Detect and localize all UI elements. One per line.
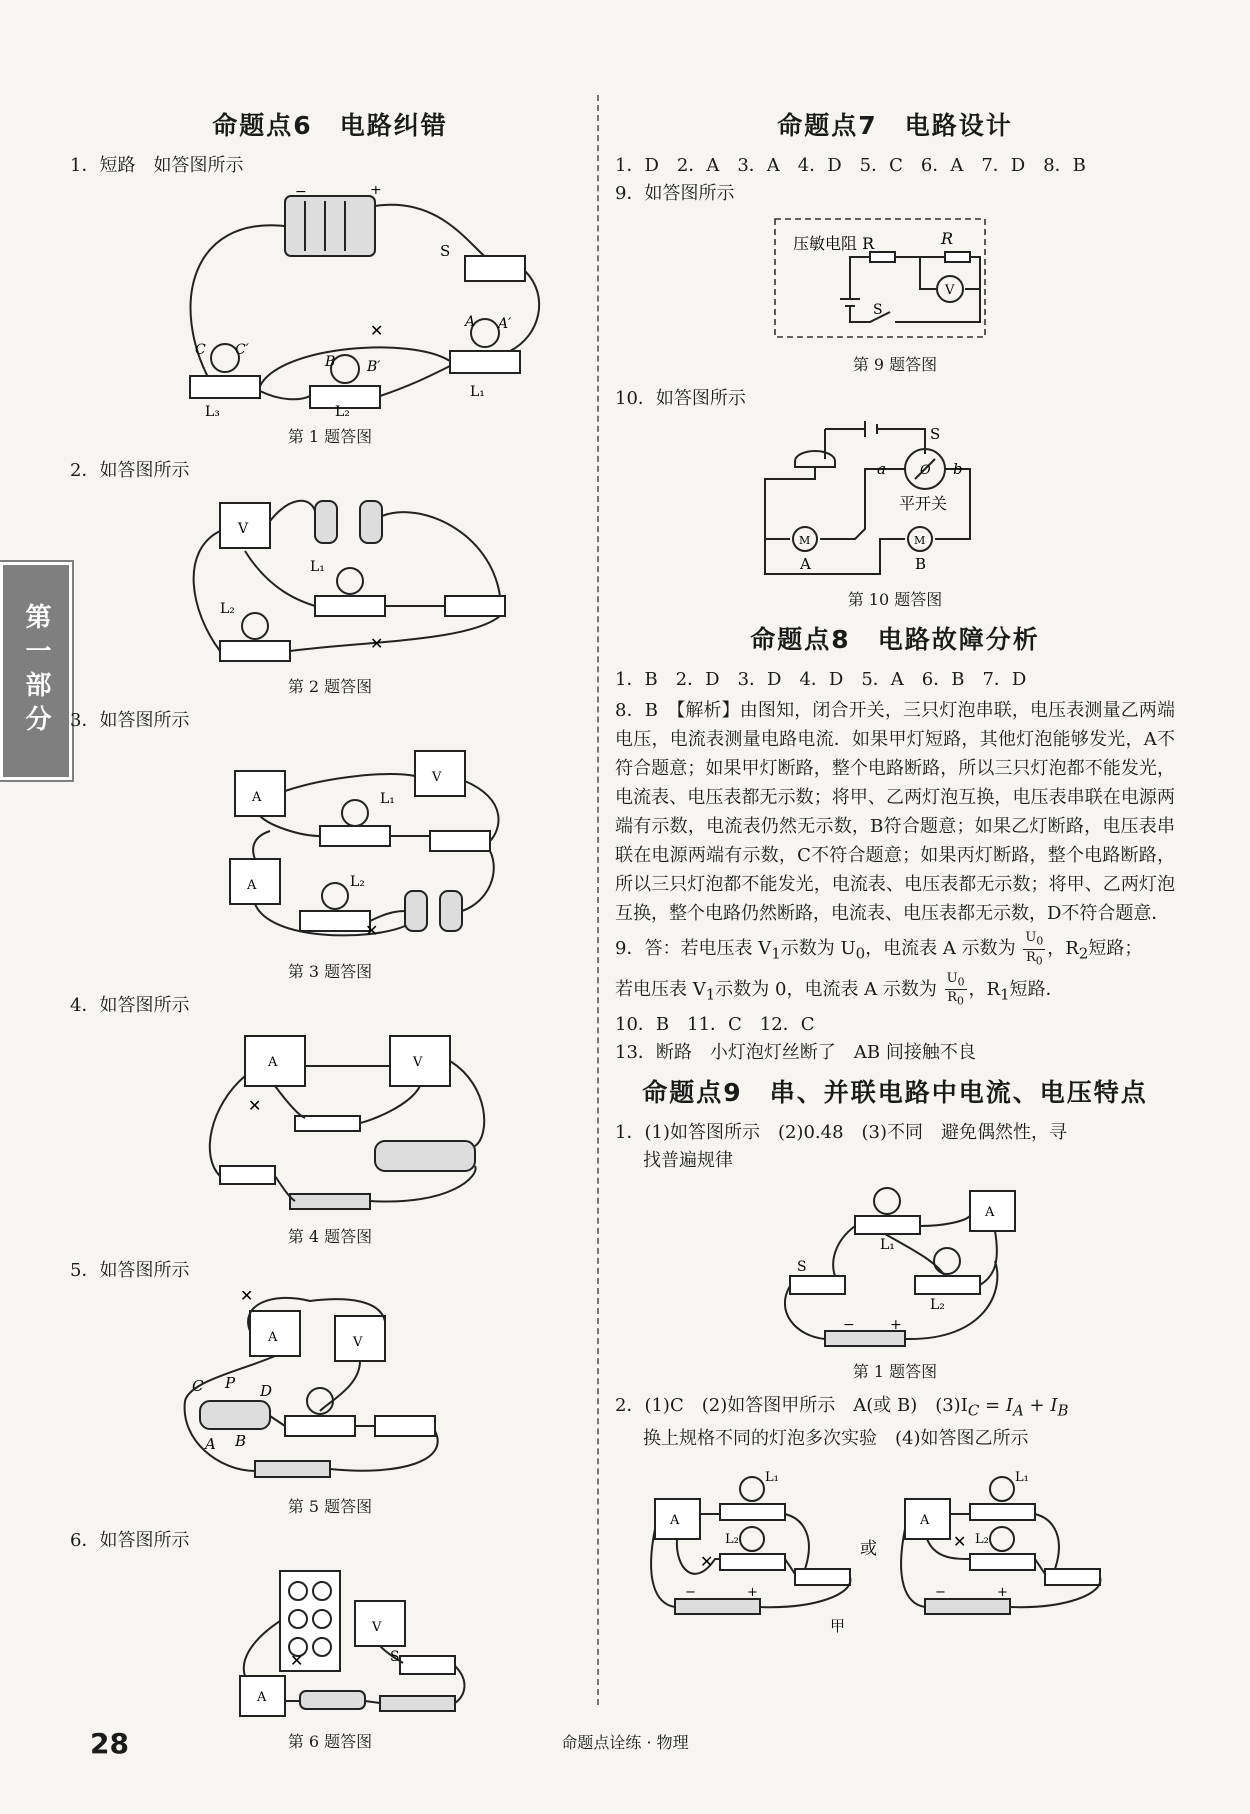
svg-text:L₂: L₂ [350, 874, 365, 890]
side-tab-part-one: 第一部分 [0, 562, 72, 780]
svg-text:L₁: L₁ [380, 791, 395, 807]
s9-q2-line2: 换上规格不同的灯泡多次实验 (4)如答图乙所示 [643, 1427, 1029, 1449]
svg-text:L₁: L₁ [470, 384, 485, 400]
svg-text:B: B [235, 1432, 247, 1450]
svg-text:✕: ✕ [953, 1531, 967, 1551]
svg-text:A: A [268, 1055, 278, 1070]
q6-6-answer: 6．如答图所示 [70, 1530, 190, 1551]
svg-text:V: V [353, 1335, 363, 1350]
s8-answers: 1．B 2．D 3．D 4．D 5．A 6．B 7．D [615, 669, 1027, 690]
svg-text:C′: C′ [235, 342, 249, 358]
svg-text:✕: ✕ [240, 1291, 254, 1305]
figure-s7-q10 [615, 419, 1175, 583]
section-title-7: 命题点7 电路设计 [777, 111, 1013, 140]
caption-q5: 第 5 题答图 [287, 1497, 373, 1516]
svg-text:C: C [192, 1377, 204, 1395]
svg-text:A: A [465, 314, 476, 330]
svg-text:L₂: L₂ [220, 601, 235, 617]
svg-text:A′: A′ [498, 316, 512, 332]
svg-text:L₃: L₃ [205, 404, 220, 416]
svg-text:b: b [953, 460, 963, 478]
svg-text:S: S [797, 1259, 807, 1276]
svg-text:B: B [325, 354, 336, 370]
svg-text:V: V [432, 770, 442, 785]
s7-answers: 1．D 2．A 3．A 4．D 5．C 6．A 7．D 8．B [615, 155, 1086, 176]
svg-text:S: S [930, 425, 941, 443]
svg-text:S: S [390, 1649, 400, 1665]
section-title-6: 命题点6 电路纠错 [212, 111, 448, 140]
label-flat-switch: 平开关 [899, 494, 948, 513]
figure-s9-q1 [615, 1181, 1175, 1355]
q6-1-answer: 1．短路 如答图所示 [70, 155, 244, 176]
q6-3-answer: 3．如答图所示 [70, 710, 190, 731]
s8-q9-line2: 若电压表 $V_1$示数为 0，电流表 A 示数为 $\frac{U_0}{R_0}$ ，$R_1$短路． [615, 970, 1064, 1008]
figure-q6 [70, 1561, 590, 1725]
svg-text:L₂: L₂ [335, 404, 350, 416]
svg-text:A: A [247, 878, 257, 893]
s7-q10: 10．如答图所示 [615, 388, 746, 409]
svg-text:+: + [747, 1584, 758, 1600]
svg-text:−: − [685, 1584, 696, 1600]
svg-text:A: A [800, 555, 811, 573]
figure-q3 [70, 741, 590, 955]
caption-q6: 第 6 题答图 [287, 1732, 373, 1751]
figure-q4 [70, 1026, 590, 1220]
svg-text:A: A [985, 1205, 995, 1221]
caption-s9-q1: 第 1 题答图 [852, 1362, 938, 1382]
svg-text:−: − [295, 186, 307, 200]
s8-q13: 13．断路 小灯泡灯丝断了 AB 间接触不良 [615, 1042, 976, 1064]
svg-text:A: A [252, 790, 262, 805]
label-r0: R [941, 229, 954, 248]
svg-text:M: M [799, 534, 811, 547]
page-number: 28 [90, 1727, 129, 1760]
svg-text:L₁: L₁ [765, 1469, 779, 1485]
svg-text:a: a [877, 460, 886, 478]
svg-text:✕: ✕ [248, 1096, 262, 1115]
svg-text:A: A [268, 1330, 278, 1345]
figure-s7-q9 [615, 214, 1175, 348]
section-title-8: 命题点8 电路故障分析 [750, 625, 1040, 654]
figure-s9-q2 [615, 1459, 1175, 1638]
s7-q9: 9．如答图所示 [615, 183, 735, 204]
figure-q5 [70, 1291, 590, 1490]
svg-text:S: S [873, 302, 883, 318]
left-column [70, 100, 590, 1762]
svg-text:−: − [935, 1584, 946, 1600]
column-divider [597, 95, 599, 1705]
svg-text:L₂: L₂ [975, 1531, 989, 1547]
caption-s7-q9: 第 9 题答图 [852, 355, 938, 374]
svg-text:L₁: L₁ [880, 1237, 895, 1254]
svg-text:P: P [225, 1374, 236, 1392]
svg-text:+: + [890, 1317, 902, 1334]
s8-q9-line1: 9．答：若电压表 $V_1$示数为 $U_0$，电流表 A 示数为 $\frac{U_0}{R_0}$ ，$R_2$短路； [615, 930, 1143, 968]
label-pressure-resistor: 压敏电阻 R [793, 234, 875, 253]
svg-text:A: A [920, 1512, 930, 1528]
label-or: 或 [860, 1538, 877, 1559]
caption-q2: 第 2 题答图 [287, 677, 373, 696]
svg-text:✕: ✕ [700, 1551, 714, 1571]
svg-text:✕: ✕ [370, 634, 384, 653]
svg-text:A: A [205, 1435, 216, 1453]
svg-text:L₁: L₁ [310, 559, 325, 575]
svg-text:L₂: L₂ [725, 1531, 739, 1547]
svg-text:A: A [670, 1512, 680, 1528]
figure-q2 [70, 491, 590, 670]
svg-text:✕: ✕ [290, 1651, 304, 1670]
svg-text:D: D [260, 1382, 273, 1400]
caption-q4: 第 4 题答图 [287, 1227, 373, 1246]
svg-text:+: + [997, 1584, 1008, 1600]
svg-text:−: − [843, 1317, 855, 1334]
svg-text:M: M [914, 534, 926, 547]
caption-q1: 第 1 题答图 [287, 427, 373, 446]
q6-4-answer: 4．如答图所示 [70, 995, 190, 1016]
right-column [615, 100, 1175, 1642]
caption-s7-q10: 第 10 题答图 [847, 590, 943, 609]
footer-book-title: 命题点诠练 · 物理 [561, 1733, 689, 1752]
svg-text:V: V [238, 521, 249, 537]
svg-text:C: C [195, 342, 206, 358]
svg-text:O: O [920, 463, 931, 478]
s8-q8-analysis: 8．B 【解析】由图知，闭合开关，三只灯泡串联，电压表测量乙两端电压，电流表测量电路电流．如果甲灯短路，其他灯泡能够发光，A不符合题意；如果甲灯断路，整个电路断路，所以三只灯泡都不能发光，电流表、电压表都无示数；将甲、乙两灯泡互换，电压表串联在电源两端有示数，电流表仍然无示数，B符合题意；如果乙灯断路，电压表串联在电源两端有示数，C不符合题意；如果丙灯断路，整个电路断路，所以三只灯泡都不能发光，电流表、电压表都无示数；将甲、乙两灯泡互换，整个电路仍然断路，电流表、电压表都无示数，D不符合题意． [615, 700, 1175, 924]
svg-text:B: B [915, 555, 927, 573]
svg-text:B′: B′ [367, 359, 381, 375]
q6-2-answer: 2．如答图所示 [70, 460, 190, 481]
q6-5-answer: 5．如答图所示 [70, 1260, 190, 1281]
svg-text:A: A [257, 1690, 267, 1705]
svg-text:V: V [945, 283, 955, 298]
svg-text:V: V [413, 1055, 423, 1070]
svg-text:✕: ✕ [365, 921, 379, 940]
label-jia: 甲 [830, 1616, 846, 1634]
fraction-u0-r0: $\frac{U_0}{R_0}$ [1025, 930, 1044, 968]
fraction-u0-r0-2: $\frac{U_0}{R_0}$ [946, 970, 965, 1008]
section-title-9: 命题点9 串、并联电路中电流、电压特点 [642, 1078, 1148, 1108]
caption-q3: 第 3 题答图 [287, 962, 373, 981]
svg-text:✕: ✕ [370, 321, 384, 340]
s9-q1-line2: 找普遍规律 [643, 1150, 733, 1172]
svg-text:L₁: L₁ [1015, 1469, 1029, 1485]
svg-text:S: S [440, 242, 451, 260]
svg-text:+: + [370, 186, 382, 198]
svg-text:L₂: L₂ [930, 1297, 945, 1314]
figure-q1 [70, 186, 590, 420]
s9-q1-line1: 1．(1)如答图所示 (2)0.48 (3)不同 避免偶然性，寻 [615, 1122, 1068, 1144]
svg-text:V: V [372, 1620, 382, 1635]
s8-answers-2: 10．B 11．C 12．C [615, 1014, 815, 1036]
s9-q2-line1: 2．(1)C (2)如答图甲所示 A(或 B) $(3)I_C = I_A + I_B$ [615, 1395, 1069, 1420]
